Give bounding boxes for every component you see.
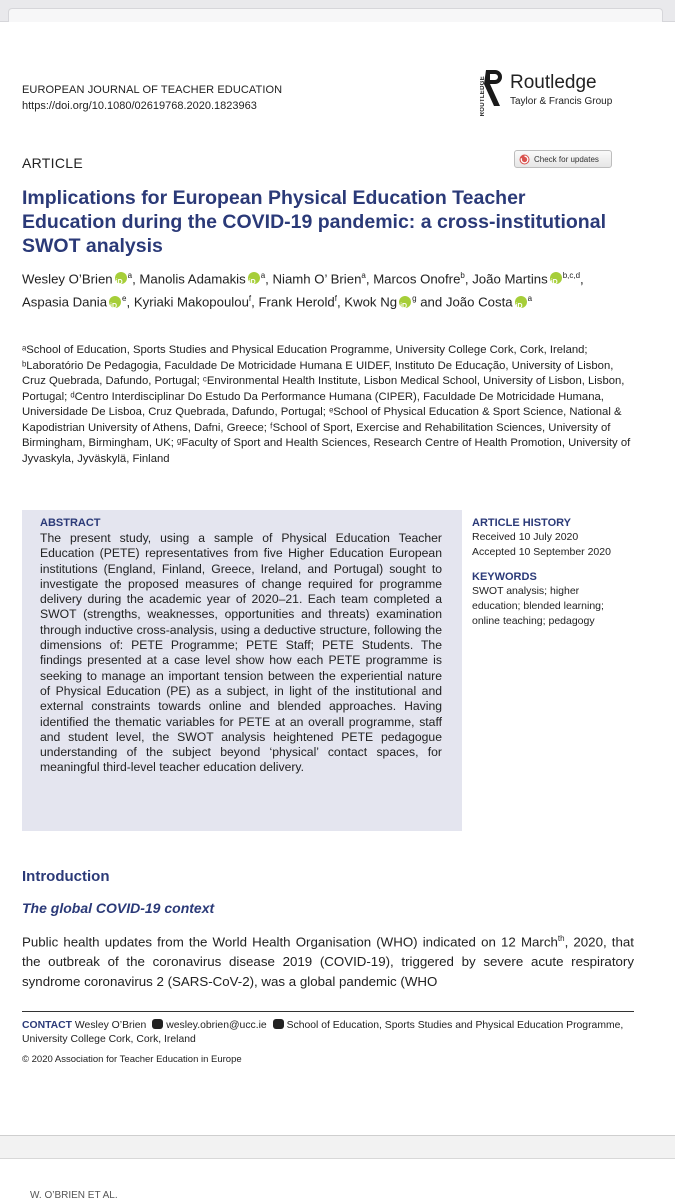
orcid-icon[interactable]: [115, 272, 127, 284]
author-name: Frank Herold: [258, 294, 335, 310]
contact-address: School of Education, Sports Studies and Physical Education Programme, University College Cork, Cork, Ireland: [22, 1020, 624, 1045]
subsection-heading: The global COVID-19 context: [22, 900, 215, 916]
author-name: Marcos Onofre: [373, 271, 461, 287]
check-for-updates-button[interactable]: [514, 150, 612, 168]
author-affiliation-mark: a: [361, 271, 366, 280]
author-name: Manolis Adamakis: [139, 271, 246, 287]
author-and: and: [420, 294, 443, 310]
next-page-header: W. O’BRIEN ET AL.: [30, 1190, 118, 1200]
journal-name: EUROPEAN JOURNAL OF TEACHER EDUCATION: [22, 84, 283, 96]
address-icon: [273, 1019, 284, 1029]
author-affiliation-mark: b: [460, 271, 465, 280]
accepted-date: Accepted 10 September 2020: [472, 546, 611, 558]
introduction-text: [22, 929, 634, 992]
viewer-tab[interactable]: [8, 8, 663, 22]
copyright-notice: © 2020 Association for Teacher Education in Europe: [22, 1054, 242, 1065]
author-name: Kyriaki Makopoulou: [133, 294, 249, 310]
intro-text-end: , 2020, that the outbreak of the coronavirus disease 2019 (COVID-19), triggered by severe acute respiratory syndrome coronavirus 2 (SARS-CoV-2), was a global pandemic (WHO: [22, 934, 634, 990]
affiliations: ᵃSchool of Education, Sports Studies and Physical Education Programme, University College Cork, Cork, Ireland; ᵇLaboratório De Pedagogia, Faculdade De Motricidade Humana E UIDEF, Instituto De Educação, University of Lisbon, Cruz Quebrada, Dafundo, Portugal; ᶜEnvironmental Health Institute, Lisbon Medical School, University of Lisbon, Lisbon, Portugal; ᵈCentro Interdisciplinar Do Estudo Da Performance Humana (CIPER), Faculdade De Motricidade Humana, Universidade De Lisboa, Cruz Quebrada, Dafundo, Portugal; ᵉSchool of Physical Education & Sport Science, National & Kapodistrian University of Athens, Dafni, Greece; ᶠSchool of Sport, Exercise and Rehabilitation Sciences, University of Birmingham, Birmingham, UK; ᵍFaculty of Sport and Health Sciences, Research Centre of Health Promotion, University of Jyvaskyla, Jyväskylä, Finland: [22, 344, 631, 465]
author-affiliation-mark: e: [122, 294, 127, 304]
author-name: Niamh O’ Brien: [272, 271, 362, 287]
author-affiliation-mark: a: [260, 271, 266, 280]
received-date: Received 10 July 2020: [472, 531, 579, 543]
check-updates-label: Check for updates: [534, 154, 599, 164]
orcid-icon[interactable]: [550, 272, 562, 284]
contact-footnote: [22, 1019, 634, 1047]
orcid-icon[interactable]: [248, 272, 260, 284]
introduction-heading: Introduction: [22, 868, 110, 885]
abstract-heading: ABSTRACT: [40, 517, 101, 529]
author-list: Wesley O’BrieniD $^a$, Manolis AdamakisiD $^a$, Niamh O’ Brien$^a$, Marcos Onofre$^b$, João MartinsiD $^{b,c,d}$, Aspasia DaniaiD $^e$, Kyriaki Makopoulou$^f$, Frank Herold$^f$, Kwok NgiD $^g$ and João CostaiD $^a$: [22, 266, 632, 313]
abstract-text: The present study, using a sample of Physical Education Teacher Education (PETE) representatives from five Higher Education European institutions (England, Finland, Greece, Ireland, and Portugal) sought to investigate the proposed measures of change required for programme delivery during the academic year of 2020–21. Each team completed a SWOT (strengths, weaknesses, opportunities and threats) examination through inductive cross-analysis, using a deductive structure, following the dimensions of: PETE Programme; PETE Staff; PETE Students. The findings presented at a case level show how each PETE programme is seeking to manage an important tension between the experiential nature of Physical Education (PE) as a subject, in light of the institutional and external constraints towards online and blended approaches. Having identified the thematic variables for PETE at an overall programme, staff and student level, the SWOT analysis heightened PETE pedagogue understanding of the subject beyond ‘physical’ contact spaces, for meaningful third-level teacher education delivery.: [40, 531, 442, 775]
author-affiliation-mark: f: [334, 294, 337, 304]
author-affiliation-mark: a: [527, 294, 533, 304]
keywords-text: SWOT analysis; higher education; blended learning; online teaching; pedagogy: [472, 585, 604, 627]
author-name: Kwok Ng: [344, 294, 398, 310]
check-updates-icon: [519, 154, 530, 165]
publisher-logo: [476, 66, 636, 118]
orcid-icon[interactable]: [109, 296, 121, 308]
contact-email[interactable]: wesley.obrien@ucc.ie: [166, 1020, 267, 1031]
author-affiliation-mark: g: [412, 294, 417, 304]
publisher-name: Routledge: [510, 72, 597, 93]
orcid-icon[interactable]: [515, 296, 527, 308]
orcid-icon[interactable]: [399, 296, 411, 308]
footnote-rule: [22, 1011, 634, 1012]
viewer-top-bar: [0, 0, 675, 22]
contact-name: Wesley O’Brien: [74, 1020, 147, 1031]
intro-text-start: Public health updates from the World Health Organisation (WHO) indicated on 12 March: [22, 934, 558, 950]
publisher-group: Taylor & Francis Group: [510, 96, 613, 107]
publisher-vertical-text: ROUTLEDGE: [480, 76, 486, 117]
article-type-label: ARTICLE: [22, 155, 83, 171]
article-history-heading: ARTICLE HISTORY: [472, 517, 572, 529]
author-name: Wesley O’Brien: [22, 271, 113, 287]
author-affiliation-mark: f: [248, 294, 252, 304]
intro-text-sup: th: [557, 934, 565, 943]
author-name: João Costa: [445, 294, 513, 310]
contact-label: CONTACT: [22, 1020, 73, 1031]
email-icon: [152, 1019, 163, 1029]
author-name: João Martins: [472, 271, 548, 287]
author-affiliation-mark: b,c,d: [562, 271, 581, 280]
doi-link[interactable]: https://doi.org/10.1080/02619768.2020.1823963: [22, 100, 257, 112]
keywords-heading: KEYWORDS: [472, 571, 537, 583]
article-title: Implications for European Physical Education Teacher Education during the COVID-19 pandemic: a cross-institutional SWOT analysis: [22, 187, 606, 257]
author-name: Aspasia Dania: [22, 294, 108, 310]
author-affiliation-mark: a: [127, 271, 133, 280]
